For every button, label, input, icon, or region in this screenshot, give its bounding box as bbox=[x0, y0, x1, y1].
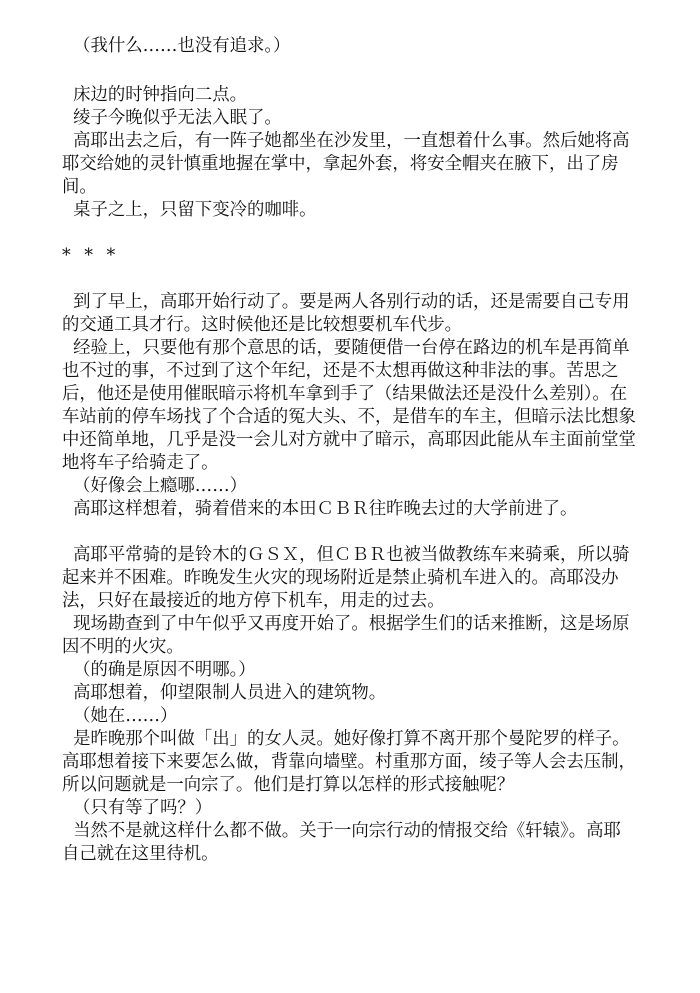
paragraph: （我什么……也没有追求。） bbox=[62, 36, 291, 56]
paragraph: 高耶平常骑的是铃木的ＧＳＸ，但ＣＢＲ也被当做教练车来骑乘，所以骑起来并不困难。昨晚发生火灾的现场附近是禁止骑机车进入的。高耶没办法，只好在最接近的地方停下机车，用走的过去。 bbox=[62, 545, 630, 611]
paragraph: 床边的时钟指向二点。 bbox=[62, 85, 247, 105]
paragraph: 绫子今晚似乎无法入眠了。 bbox=[62, 108, 282, 128]
paragraph: （她在……） bbox=[62, 706, 178, 726]
paragraph: （只有等了吗？） bbox=[62, 798, 213, 818]
paragraph: 高耶出去之后，有一阵子她都坐在沙发里，一直想着什么事。然后她将高耶交给她的灵针慎重地握在掌中，拿起外套，将安全帽夹在腋下，出了房间。 bbox=[62, 131, 630, 197]
page-body bbox=[62, 35, 638, 866]
blank-line bbox=[62, 58, 638, 84]
paragraph: 经验上，只要他有那个意思的话，要随便借一台停在路边的机车是再简单也不过的事，不过到了这个年纪，还是不太想再做这种非法的事。苦思之后，他还是使用催眠暗示将机车拿到手了（结果做法还是没什么差别）。在车站前的停车场找了个合适的冤大头、不，是借车的车主，但暗示法比想象中还简单地，几乎是没一会儿对方就中了暗示，高耶因此能从车主面前堂堂地将车子给骑走了。 bbox=[62, 338, 636, 473]
blank-line bbox=[62, 222, 638, 245]
paragraph: 现场勘查到了中午似乎又再度开始了。根据学生们的话来推断，这是场原因不明的火灾。 bbox=[62, 614, 630, 657]
paragraph: 桌子之上，只留下变冷的咖啡。 bbox=[62, 200, 317, 220]
paragraph: 当然不是就这样什么都不做。关于一向宗行动的情报交给《轩辕》。高耶自己就在这里待机。 bbox=[62, 821, 621, 864]
section-separator: * * * bbox=[62, 246, 120, 266]
paragraph: 到了早上，高耶开始行动了。要是两人各别行动的话，还是需要自己专用的交通工具才行。这时候他还是比较想要机车代步。 bbox=[62, 292, 630, 335]
paragraph: （好像会上瘾哪……） bbox=[62, 476, 247, 496]
paragraph: 高耶这样想着，骑着借来的本田ＣＢＲ往昨晚去过的大学前进了。 bbox=[62, 499, 578, 519]
blank-line bbox=[62, 521, 638, 544]
paragraph: （的确是原因不明哪。） bbox=[62, 660, 256, 680]
blank-line bbox=[62, 268, 638, 291]
paragraph: 高耶想着，仰望限制人员进入的建筑物。 bbox=[62, 683, 387, 703]
paragraph: 是昨晚那个叫做「出」的女人灵。她好像打算不离开那个曼陀罗的样子。高耶想着接下来要怎么做，背靠向墙壁。村重那方面，绫子等人会去压制，所以问题就是一向宗了。他们是打算以怎样的形式接触呢？ bbox=[62, 729, 636, 795]
